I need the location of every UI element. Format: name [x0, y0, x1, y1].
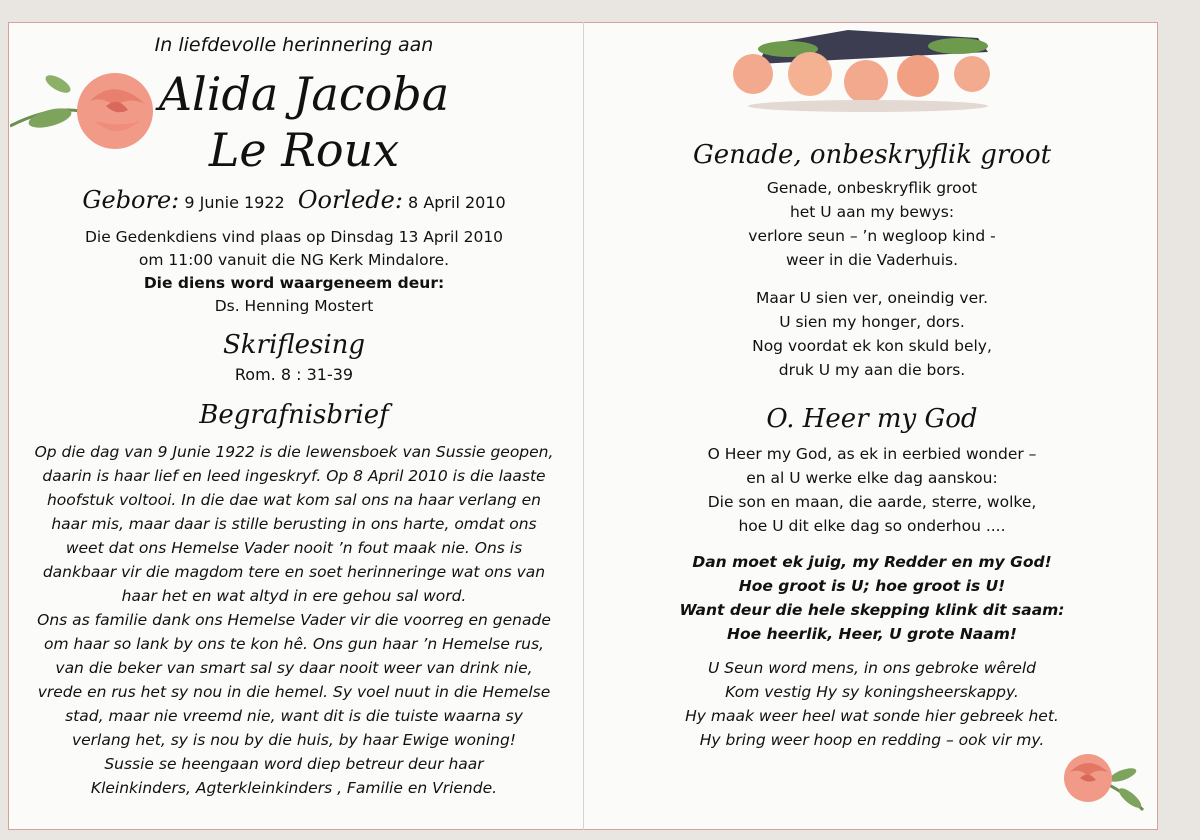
- intro-text: In liefdevolle herinnering aan: [154, 34, 434, 56]
- letter-line: haar het en wat altyd in ere gehou sal word.: [121, 587, 467, 605]
- hymn2-chorus: [598, 550, 1146, 646]
- verse-line: en al U werke elke dag aanskou:: [746, 469, 998, 487]
- letter-line: vrede en rus het sy nou in die hemel. Sy voel nuut in die Hemelse: [37, 683, 551, 701]
- letter-line: haar mis, maar daar is stille berusting in ons harte, omdat ons: [51, 515, 537, 533]
- letter-line: dankbaar vir die magdom tere en soet herinneringe wat ons van: [42, 563, 546, 581]
- hymn2-stanza2: [598, 656, 1146, 752]
- hymn1-stanza2: [598, 286, 1146, 382]
- verse-line: hoe U dit elke dag so onderhou ....: [738, 517, 1006, 535]
- verse-line: Hy maak weer heel wat sonde hier gebreek het.: [685, 707, 1059, 725]
- chorus-line: Want deur die hele skepping klink dit saam:: [679, 601, 1065, 619]
- chorus-line: Hoe groot is U; hoe groot is U!: [738, 577, 1006, 595]
- chorus-line: Hoe heerlik, Heer, U grote Naam!: [727, 625, 1017, 643]
- funeral-letter: [14, 440, 574, 800]
- letter-line: verlang het, sy is nou by die huis, by haar Ewige woning!: [71, 731, 517, 749]
- letter-line: van die beker van smart sal sy daar nooit weer van drink nie,: [55, 659, 533, 677]
- chorus-line: Dan moet ek juig, my Redder en my God!: [692, 553, 1052, 571]
- officiant-label: Die diens word waargeneem deur:: [143, 274, 445, 292]
- verse-line: Nog voordat ek kon skuld bely,: [752, 337, 992, 355]
- letter-line: Sussie se heengaan word diep betreur deur haar: [104, 755, 484, 773]
- letter-line: om haar so lank by ons te kon hê. Ons gun haar ’n Hemelse rus,: [44, 635, 544, 653]
- verse-line: Die son en maan, die aarde, sterre, wolke,: [707, 493, 1037, 511]
- letter-line: hoofstuk voltooi. In die dae wat kom sal ons na haar verlang en: [46, 491, 541, 509]
- verse-line: U Seun word mens, in ons gebroke wêreld: [707, 659, 1037, 677]
- officiant-name: Ds. Henning Mostert: [214, 297, 374, 315]
- hymn2-title: O. Heer my God: [766, 404, 978, 434]
- letter-line: stad, maar nie vreemd nie, want dit is die tuiste waarna sy: [65, 707, 523, 725]
- service-line: Die Gedenkdiens vind plaas op Dinsdag 13 April 2010: [84, 228, 504, 246]
- letter-line: Ons as familie dank ons Hemelse Vader vir die voorreg en genade: [37, 611, 551, 629]
- reading-heading: Skriflesing: [222, 330, 366, 360]
- letter-heading: Begrafnisbrief: [199, 400, 389, 430]
- died-label: Oorlede:: [297, 186, 403, 214]
- deceased-name-first: Alida Jacoba: [158, 67, 450, 121]
- verse-line: Maar U sien ver, oneindig ver.: [755, 289, 988, 307]
- hymn1-title: Genade, onbeskryflik groot: [692, 140, 1052, 170]
- service-line: om 11:00 vanuit die NG Kerk Mindalore.: [138, 251, 450, 269]
- verse-line: Genade, onbeskryflik groot: [766, 179, 978, 197]
- verse-line: druk U my aan die bors.: [778, 361, 966, 379]
- deceased-name-last: Le Roux: [208, 123, 400, 177]
- right-panel: [598, 28, 1146, 828]
- verse-line: O Heer my God, as ek in eerbied wonder –: [707, 445, 1037, 463]
- verse-line: weer in die Vaderhuis.: [785, 251, 959, 269]
- letter-line: daarin is haar lief en leed ingeskryf. Op 8 April 2010 is die laaste: [42, 467, 546, 485]
- letter-line: Op die dag van 9 Junie 1922 is die lewensboek van Sussie geopen,: [34, 443, 554, 461]
- service-info: [14, 226, 574, 318]
- died-date: 8 April 2010: [408, 193, 506, 212]
- reading-reference: Rom. 8 : 31-39: [234, 365, 354, 384]
- verse-line: het U aan my bewys:: [789, 203, 955, 221]
- left-panel: [14, 28, 574, 828]
- born-label: Gebore:: [82, 186, 180, 214]
- born-date: 9 Junie 1922: [184, 193, 285, 212]
- hymn2-stanza1: [598, 442, 1146, 538]
- verse-line: Kom vestig Hy sy koningsheerskappy.: [725, 683, 1019, 701]
- verse-line: U sien my honger, dors.: [779, 313, 965, 331]
- letter-line: weet dat ons Hemelse Vader nooit ’n fout maak nie. Ons is: [65, 539, 523, 557]
- verse-line: verlore seun – ’n wegloop kind -: [748, 227, 996, 245]
- hymn1-stanza1: [598, 176, 1146, 272]
- letter-line: Kleinkinders, Agterkleinkinders , Familie en Vriende.: [90, 779, 498, 797]
- dates-line: [14, 186, 574, 214]
- verse-line: Hy bring weer hoop en redding – ook vir my.: [699, 731, 1045, 749]
